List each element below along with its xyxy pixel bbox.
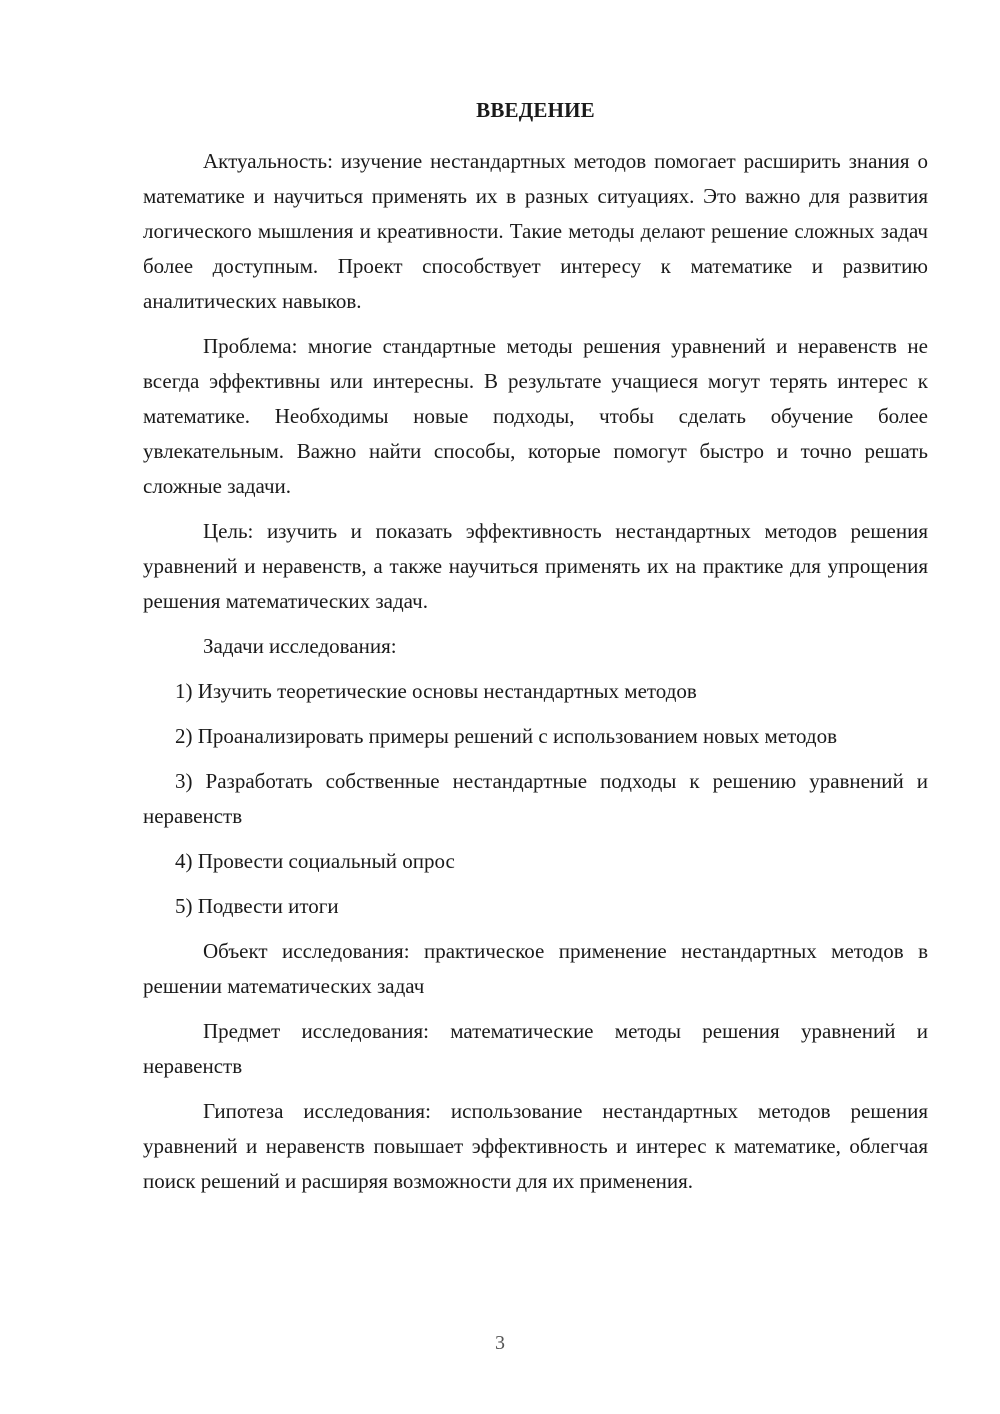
problem-paragraph: Проблема: многие стандартные методы решения уравнений и неравенств не всегда эффективны или интересны. В результате учащиеся могут терять интерес к математике. Необходимы новые подходы, чтобы сделать обучение более увлекательным. Важно найти способы, которые помогут быстро и точно решать сложные задачи. xyxy=(143,334,928,498)
task-item-2: 2) Проанализировать примеры решений с использованием новых методов xyxy=(175,724,838,748)
task-item-3: 3) Разработать собственные нестандартные подходы к решению уравнений и неравенств xyxy=(143,769,928,828)
task-item-5: 5) Подвести итоги xyxy=(175,894,339,918)
goal-paragraph: Цель: изучить и показать эффективность нестандартных методов решения уравнений и неравенств, а также научиться применять их на практике для упрощения решения математических задач. xyxy=(143,519,928,613)
page-title: ВВЕДЕНИЕ xyxy=(476,98,595,122)
page-number: 3 xyxy=(495,1332,505,1354)
document-page xyxy=(143,93,928,1209)
relevance-paragraph: Актуальность: изучение нестандартных методов помогает расширить знания о математике и научиться применять их в разных ситуациях. Это важно для развития логического мышления и креативности. Такие методы делают решение сложных задач более доступным. Проект способствует интересу к математике и развитию аналитических навыков. xyxy=(143,149,928,313)
task-item-1: 1) Изучить теоретические основы нестандартных методов xyxy=(175,679,697,703)
subject-paragraph: Предмет исследования: математические методы решения уравнений и неравенств xyxy=(143,1019,928,1078)
object-paragraph: Объект исследования: практическое применение нестандартных методов в решении математических задач xyxy=(143,939,928,998)
tasks-title: Задачи исследования: xyxy=(203,634,397,658)
task-item-4: 4) Провести социальный опрос xyxy=(175,849,455,873)
hypothesis-paragraph: Гипотеза исследования: использование нестандартных методов решения уравнений и неравенств повышает эффективность и интерес к математике, облегчая поиск решений и расширяя возможности для их применения. xyxy=(143,1099,928,1193)
